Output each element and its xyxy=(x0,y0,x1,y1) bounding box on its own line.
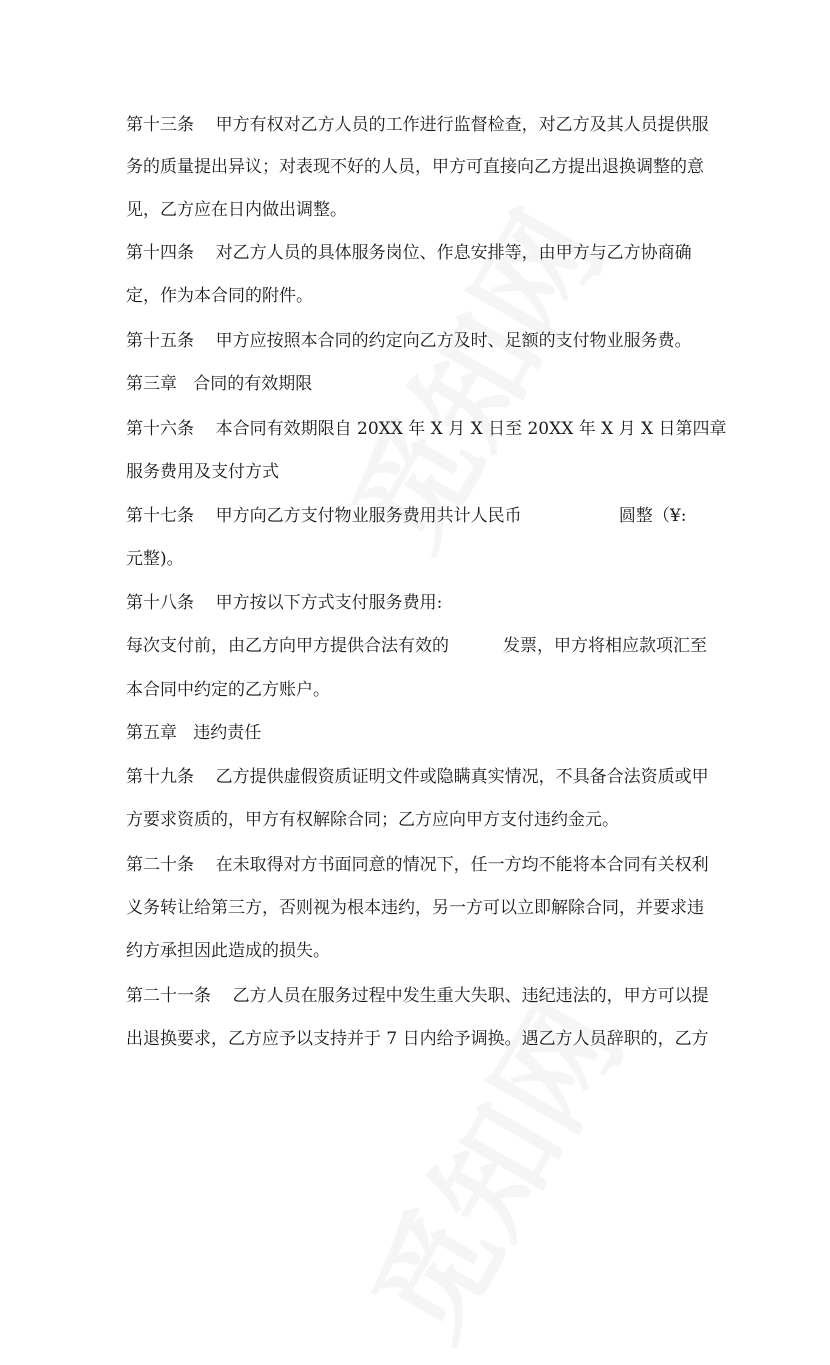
article-13-line-1: 第十三条 甲方有权对乙方人员的工作进行监督检查，对乙方及其人员提供服 xyxy=(126,115,709,135)
article-17-line-1: 第十七条 甲方向乙方支付物业服务费用共计人民币 圆整（¥: xyxy=(126,506,687,526)
article-16-line-1: 第十六条 本合同有效期限自 20XX 年 X 月 X 日至 20XX 年 X 月 X 日第四章 xyxy=(126,419,727,439)
article-15-line-1: 第十五条 甲方应按照本合同的约定向乙方及时、足额的支付物业服务费。 xyxy=(126,331,692,351)
article-19-line-1: 第十九条 乙方提供虚假资质证明文件或隐瞒真实情况，不具备合法资质或甲 xyxy=(126,767,709,787)
article-18-line-2: 每次支付前，由乙方向甲方提供合法有效的 发票，甲方将相应款项汇至 xyxy=(126,636,708,656)
article-13-line-3: 见，乙方应在日内做出调整。 xyxy=(126,200,347,220)
chapter-5-heading: 第五章 违约责任 xyxy=(126,723,262,743)
article-19-line-2: 方要求资质的，甲方有权解除合同；乙方应向甲方支付违约金元。 xyxy=(126,810,619,830)
article-21-line-1: 第二十一条 乙方人员在服务过程中发生重大失职、违纪违法的，甲方可以提 xyxy=(126,986,709,1006)
article-16-line-2: 服务费用及支付方式 xyxy=(126,462,279,482)
article-17-line-2: 元整)。 xyxy=(126,549,184,569)
article-13-line-2: 务的质量提出异议；对表现不好的人员，甲方可直接向乙方提出退换调整的意 xyxy=(126,157,704,177)
article-20-line-1: 第二十条 在未取得对方书面同意的情况下，任一方均不能将本合同有关权利 xyxy=(126,855,709,875)
article-20-line-2: 义务转让给第三方，否则视为根本违约，另一方可以立即解除合同，并要求违 xyxy=(126,898,704,918)
article-18-line-1: 第十八条 甲方按以下方式支付服务费用: xyxy=(126,593,443,613)
article-21-line-2: 出退换要求，乙方应予以支持并于 7 日内给予调换。遇乙方人员辞职的，乙方 xyxy=(126,1029,709,1049)
chapter-3-heading: 第三章 合同的有效期限 xyxy=(126,374,313,394)
article-20-line-3: 约方承担因此造成的损失。 xyxy=(126,941,330,961)
article-14-line-2: 定，作为本合同的附件。 xyxy=(126,286,313,306)
article-14-line-1: 第十四条 对乙方人员的具体服务岗位、作息安排等，由甲方与乙方协商确 xyxy=(126,243,692,263)
watermark xyxy=(326,967,655,1365)
article-18-line-3: 本合同中约定的乙方账户。 xyxy=(126,680,330,700)
